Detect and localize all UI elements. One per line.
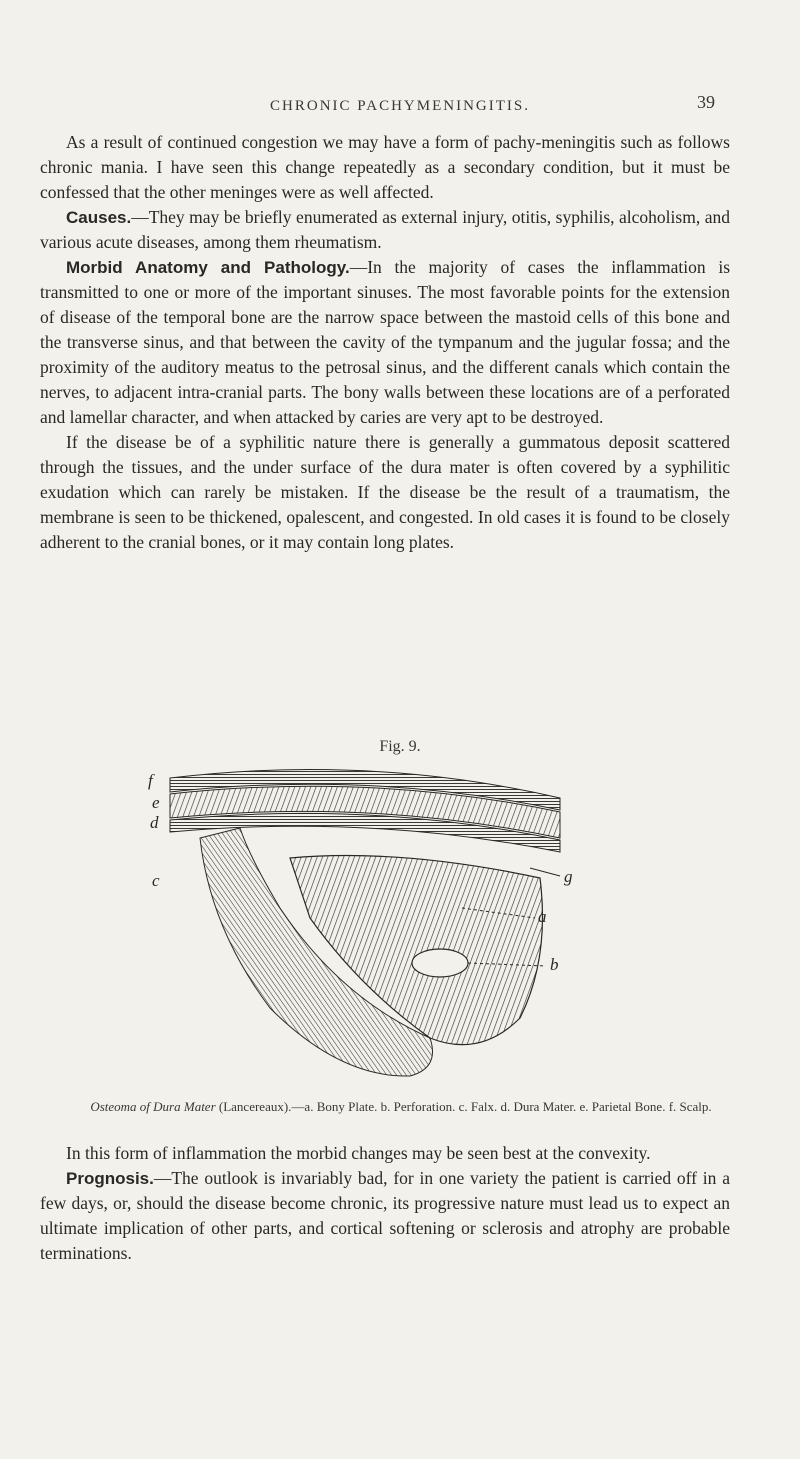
body-text-bottom <box>40 1141 730 1266</box>
morbid-anatomy-text: —In the majority of cases the inflammation is transmitted to one or more of the important sinuses. The most favorable points for the extension of disease of the temporal bone are the narrow space between the mastoid cells of this bone and the transverse sinus, and that between the cavity of the tympanum and the jugular fossa; and the proximity of the auditory meatus to the petrosal sinus, and the different canals which contain the nerves, to adjacent intra-cranial parts. The bony walls between these locations are of a perforated and lamellar character, and when attacked by caries are very apt to be destroyed. <box>40 257 730 427</box>
page-number: 39 <box>697 92 715 112</box>
heading-causes: Causes. <box>66 208 132 227</box>
osteoma-illustration <box>140 758 590 1088</box>
label-d: d <box>150 813 159 832</box>
body-text-top <box>40 130 730 555</box>
paragraph-intro: As a result of continued congestion we may have a form of pachy-meningitis such as follows chronic mania. I have seen this change repeatedly as a secondary condition, but it must be confessed that the other meninges were as well affected. <box>40 132 730 202</box>
causes-text: —They may be briefly enumerated as external injury, otitis, syphilis, alcoholism, and various acute diseases, among them rheumatism. <box>40 207 730 252</box>
heading-prognosis: Prognosis. <box>66 1169 154 1188</box>
perforation <box>412 949 468 977</box>
paragraph-causes <box>40 205 730 255</box>
paragraph-syphilitic: If the disease be of a syphilitic nature there is generally a gummatous deposit scattered through the tissues, and the under surface of the dura mater is often covered by a syphilitic exudation which can rarely be mistaken. If the disease be the result of a traumatism, the membrane is seen to be thickened, opalescent, and congested. In old cases it is found to be closely adherent to the cranial bones, or it may contain long plates. <box>40 432 730 552</box>
label-g: g <box>564 867 573 886</box>
label-f: f <box>148 771 153 790</box>
paragraph-morbid-anatomy <box>40 255 730 430</box>
paragraph-prognosis <box>40 1166 730 1266</box>
prognosis-text: —The outlook is invariably bad, for in one variety the patient is carried off in a few days, or, should the disease become chronic, its progressive nature must lead us to expect an ultimate implication of other parts, and cortical softening or sclerosis and atrophy are probable terminations. <box>40 1168 730 1263</box>
label-a: a <box>538 907 547 926</box>
heading-morbid-anatomy: Morbid Anatomy and Pathology. <box>66 258 350 277</box>
label-e: e <box>152 793 160 812</box>
label-b: b <box>550 955 559 974</box>
paragraph-convexity: In this form of inflammation the morbid changes may be seen best at the convexity. <box>66 1143 651 1163</box>
caption-title: Osteoma of Dura Mater <box>90 1099 216 1114</box>
figure-label: Fig. 9. <box>379 738 421 755</box>
caption-text: (Lancereaux).—a. Bony Plate. b. Perforation. c. Falx. d. Dura Mater. e. Parietal Bone. f. Scalp. <box>218 1099 712 1114</box>
figure-caption <box>56 1098 746 1115</box>
label-c: c <box>152 871 160 890</box>
running-head: CHRONIC PACHYMENINGITIS. <box>270 98 530 114</box>
